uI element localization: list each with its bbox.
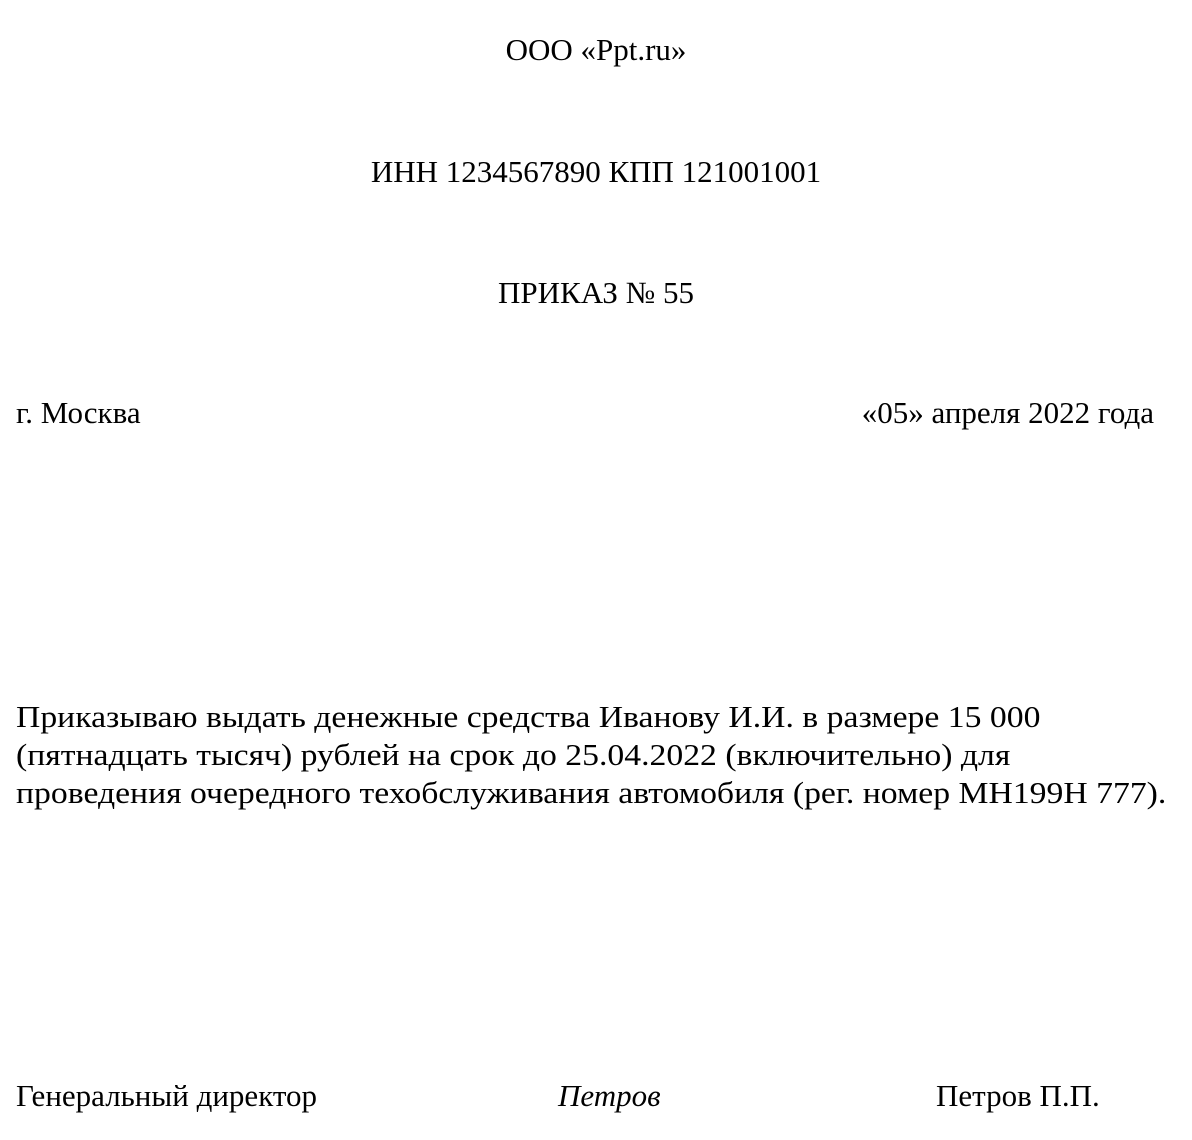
signatory-position: Генеральный директор [16,1078,317,1113]
order-body [16,698,1167,812]
order-title: ПРИКАЗ № 55 [498,275,694,310]
company-requisites: ИНН 1234567890 КПП 121001001 [370,154,822,189]
order-date: «05» апреля 2022 года [861,395,1154,430]
signatory-name: Петров П.П. [936,1078,1100,1113]
signature: Петров [558,1078,661,1113]
body-line: проведения очередного техобслуживания автомобиля (рег. номер МН199Н 777). [16,775,1167,810]
city: г. Москва [16,395,141,430]
body-line: (пятнадцать тысяч) рублей на срок до 25.04.2022 (включительно) для [16,737,1011,772]
company-name: ООО «Ppt.ru» [505,32,687,67]
body-line: Приказываю выдать денежные средства Иванову И.И. в размере 15 000 [16,699,1041,734]
